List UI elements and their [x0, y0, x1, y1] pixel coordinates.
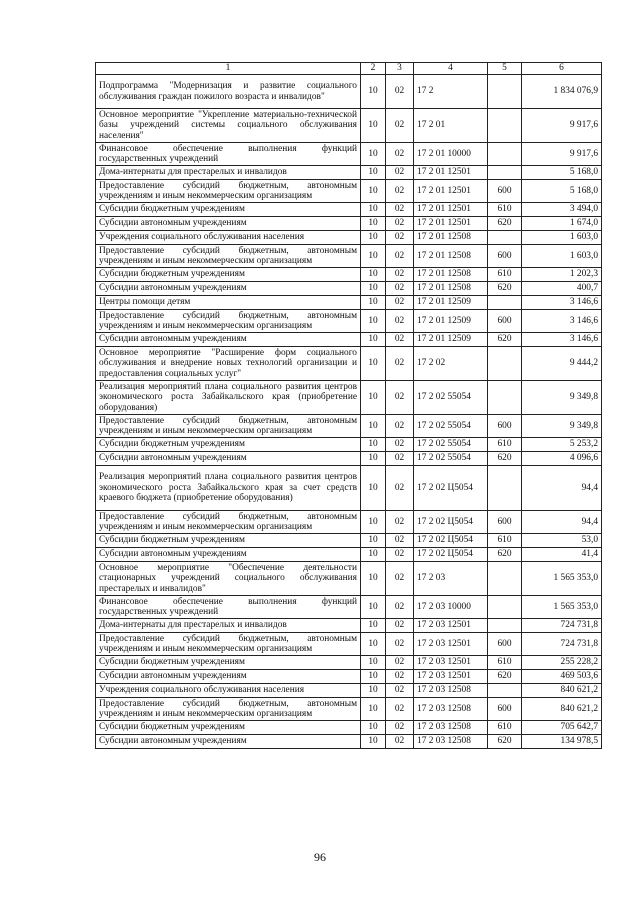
row-subsection: 02: [386, 180, 414, 203]
row-section: 10: [361, 721, 386, 735]
row-target-code: 17 2 02 Ц5054: [414, 466, 488, 511]
row-amount: 840 621,2: [522, 698, 602, 721]
table-row: [96, 452, 602, 466]
row-subsection: 02: [386, 534, 414, 548]
table-row: [96, 684, 602, 698]
row-name: Субсидии автономным учреждениям: [96, 548, 361, 562]
row-name: Предоставление субсидий бюджетным, автономным учреждениям и иным некоммерческим организациям: [96, 633, 361, 656]
row-subsection: 02: [386, 511, 414, 534]
row-expense-type: 610: [488, 203, 522, 217]
row-amount: 5 168,0: [522, 166, 602, 180]
row-section: 10: [361, 735, 386, 749]
row-name: Финансовое обеспечение выполнения функций государственных учреждений: [96, 596, 361, 619]
row-subsection: 02: [386, 670, 414, 684]
row-expense-type: 620: [488, 548, 522, 562]
row-section: 10: [361, 633, 386, 656]
row-name: Дома-интернаты для престарелых и инвалидов: [96, 619, 361, 633]
table-row: [96, 310, 602, 333]
row-name: Предоставление субсидий бюджетным, автономным учреждениям и иным некоммерческим организациям: [96, 698, 361, 721]
row-subsection: 02: [386, 310, 414, 333]
row-expense-type: [488, 143, 522, 166]
row-amount: 1 565 353,0: [522, 596, 602, 619]
row-expense-type: 610: [488, 438, 522, 452]
page-number: 96: [314, 850, 326, 864]
row-amount: 9 444,2: [522, 347, 602, 381]
row-subsection: 02: [386, 282, 414, 296]
table-row: [96, 656, 602, 670]
row-target-code: 17 2 01 10000: [414, 143, 488, 166]
table-row: [96, 721, 602, 735]
row-target-code: 17 2 03 12501: [414, 670, 488, 684]
row-expense-type: 600: [488, 245, 522, 268]
row-target-code: 17 2 01 12501: [414, 180, 488, 203]
row-target-code: 17 2 02 Ц5054: [414, 511, 488, 534]
row-name: Центры помощи детям: [96, 296, 361, 310]
table-row: [96, 548, 602, 562]
row-name: Субсидии автономным учреждениям: [96, 452, 361, 466]
row-expense-type: [488, 75, 522, 109]
row-amount: 400,7: [522, 282, 602, 296]
row-expense-type: [488, 684, 522, 698]
row-name: Субсидии бюджетным учреждениям: [96, 534, 361, 548]
row-amount: 469 503,6: [522, 670, 602, 684]
row-section: 10: [361, 143, 386, 166]
row-subsection: 02: [386, 296, 414, 310]
row-expense-type: 610: [488, 268, 522, 282]
table-row: [96, 698, 602, 721]
row-section: 10: [361, 684, 386, 698]
row-name: Дома-интернаты для престарелых и инвалидов: [96, 166, 361, 180]
row-section: 10: [361, 670, 386, 684]
row-subsection: 02: [386, 109, 414, 143]
row-name: Предоставление субсидий бюджетным, автономным учреждениям и иным некоммерческим организациям: [96, 415, 361, 438]
row-section: 10: [361, 347, 386, 381]
row-target-code: 17 2 01 12501: [414, 166, 488, 180]
row-amount: 705 642,7: [522, 721, 602, 735]
row-section: 10: [361, 466, 386, 511]
header-col-2: 2: [361, 63, 386, 75]
table-row: [96, 596, 602, 619]
row-amount: 94,4: [522, 466, 602, 511]
row-section: 10: [361, 333, 386, 347]
row-name: Субсидии бюджетным учреждениям: [96, 656, 361, 670]
table-row: [96, 75, 602, 109]
table-row: [96, 466, 602, 511]
row-amount: 3 494,0: [522, 203, 602, 217]
row-amount: 5 253,2: [522, 438, 602, 452]
row-amount: 4 096,6: [522, 452, 602, 466]
table-row: [96, 268, 602, 282]
row-name: Реализация мероприятий плана социального развития центров экономического роста Забайкальского края за счет средств краевого бюджета (приобретение оборудования): [96, 466, 361, 511]
budget-table: [95, 62, 602, 749]
row-section: 10: [361, 296, 386, 310]
row-section: 10: [361, 75, 386, 109]
row-subsection: 02: [386, 166, 414, 180]
row-amount: 1 565 353,0: [522, 562, 602, 596]
row-expense-type: 610: [488, 656, 522, 670]
row-expense-type: 610: [488, 721, 522, 735]
row-subsection: 02: [386, 562, 414, 596]
row-expense-type: 620: [488, 670, 522, 684]
row-section: 10: [361, 619, 386, 633]
table-row: [96, 735, 602, 749]
row-amount: 9 917,6: [522, 109, 602, 143]
row-expense-type: [488, 596, 522, 619]
table-row: [96, 245, 602, 268]
row-subsection: 02: [386, 735, 414, 749]
row-amount: 1 202,3: [522, 268, 602, 282]
row-target-code: 17 2 01 12508: [414, 282, 488, 296]
row-section: 10: [361, 166, 386, 180]
row-section: 10: [361, 231, 386, 245]
row-section: 10: [361, 381, 386, 415]
row-section: 10: [361, 548, 386, 562]
table-row: [96, 166, 602, 180]
row-amount: 1 834 076,9: [522, 75, 602, 109]
row-target-code: 17 2: [414, 75, 488, 109]
row-amount: 1 603,0: [522, 245, 602, 268]
row-section: 10: [361, 217, 386, 231]
row-section: 10: [361, 562, 386, 596]
row-expense-type: 600: [488, 511, 522, 534]
row-target-code: 17 2 03 12508: [414, 735, 488, 749]
row-subsection: 02: [386, 619, 414, 633]
row-section: 10: [361, 596, 386, 619]
row-amount: 3 146,6: [522, 296, 602, 310]
row-amount: 724 731,8: [522, 619, 602, 633]
table-row: [96, 534, 602, 548]
row-subsection: 02: [386, 75, 414, 109]
row-target-code: 17 2 01 12501: [414, 217, 488, 231]
table-row: [96, 180, 602, 203]
row-subsection: 02: [386, 721, 414, 735]
row-target-code: 17 2 02: [414, 347, 488, 381]
table-row: [96, 438, 602, 452]
row-target-code: 17 2 02 55054: [414, 381, 488, 415]
row-target-code: 17 2 03 12508: [414, 721, 488, 735]
row-expense-type: 620: [488, 217, 522, 231]
row-expense-type: 620: [488, 735, 522, 749]
row-name: Субсидии бюджетным учреждениям: [96, 268, 361, 282]
row-name: Субсидии бюджетным учреждениям: [96, 438, 361, 452]
row-subsection: 02: [386, 231, 414, 245]
row-section: 10: [361, 656, 386, 670]
row-expense-type: [488, 296, 522, 310]
row-target-code: 17 2 01 12509: [414, 333, 488, 347]
header-col-5: 5: [488, 63, 522, 75]
row-name: Субсидии автономным учреждениям: [96, 670, 361, 684]
row-subsection: 02: [386, 415, 414, 438]
table-row: [96, 381, 602, 415]
table-row: [96, 143, 602, 166]
row-expense-type: [488, 347, 522, 381]
row-target-code: 17 2 02 55054: [414, 438, 488, 452]
row-subsection: 02: [386, 684, 414, 698]
row-name: Субсидии бюджетным учреждениям: [96, 721, 361, 735]
row-amount: 3 146,6: [522, 333, 602, 347]
row-name: Основное мероприятие "Расширение форм социального обслуживания и внедрение новых технологий организации и предоставления социальных услуг": [96, 347, 361, 381]
table-row: [96, 203, 602, 217]
row-amount: 134 978,5: [522, 735, 602, 749]
row-name: Подпрограмма "Модернизация и развитие социального обслуживания граждан пожилого возраста и инвалидов": [96, 75, 361, 109]
row-section: 10: [361, 310, 386, 333]
row-section: 10: [361, 282, 386, 296]
row-target-code: 17 2 02 Ц5054: [414, 534, 488, 548]
table-row: [96, 217, 602, 231]
header-col-4: 4: [414, 63, 488, 75]
row-target-code: 17 2 03 12501: [414, 633, 488, 656]
row-expense-type: [488, 231, 522, 245]
row-amount: 1 674,0: [522, 217, 602, 231]
row-name: Основное мероприятие "Обеспечение деятельности стационарных учреждений социального обслуживания престарелых и инвалидов": [96, 562, 361, 596]
row-expense-type: 610: [488, 534, 522, 548]
row-name: Предоставление субсидий бюджетным, автономным учреждениям и иным некоммерческим организациям: [96, 245, 361, 268]
row-subsection: 02: [386, 656, 414, 670]
row-amount: 9 349,8: [522, 381, 602, 415]
row-subsection: 02: [386, 452, 414, 466]
row-target-code: 17 2 03 12508: [414, 684, 488, 698]
row-amount: 3 146,6: [522, 310, 602, 333]
row-target-code: 17 2 03 10000: [414, 596, 488, 619]
row-name: Предоставление субсидий бюджетным, автономным учреждениям и иным некоммерческим организациям: [96, 310, 361, 333]
row-section: 10: [361, 452, 386, 466]
row-name: Учреждения социального обслуживания населения: [96, 231, 361, 245]
row-section: 10: [361, 180, 386, 203]
table-row: [96, 670, 602, 684]
row-subsection: 02: [386, 217, 414, 231]
row-expense-type: 600: [488, 633, 522, 656]
row-name: Основное мероприятие "Укрепление материально-технической базы учреждений системы социального обслуживания населения": [96, 109, 361, 143]
row-amount: 94,4: [522, 511, 602, 534]
table-row: [96, 619, 602, 633]
table-row: [96, 415, 602, 438]
row-expense-type: 600: [488, 698, 522, 721]
table-row: [96, 296, 602, 310]
row-expense-type: 620: [488, 452, 522, 466]
row-subsection: 02: [386, 698, 414, 721]
table-row: [96, 231, 602, 245]
header-col-1: 1: [96, 63, 361, 75]
row-subsection: 02: [386, 633, 414, 656]
header-row: [96, 63, 602, 75]
row-amount: 840 621,2: [522, 684, 602, 698]
row-target-code: 17 2 03 12501: [414, 619, 488, 633]
row-target-code: 17 2 01 12508: [414, 268, 488, 282]
row-expense-type: [488, 466, 522, 511]
row-subsection: 02: [386, 548, 414, 562]
row-expense-type: 600: [488, 180, 522, 203]
row-amount: 53,0: [522, 534, 602, 548]
row-target-code: 17 2 02 55054: [414, 415, 488, 438]
row-expense-type: 600: [488, 310, 522, 333]
row-section: 10: [361, 438, 386, 452]
row-section: 10: [361, 268, 386, 282]
row-amount: 1 603,0: [522, 231, 602, 245]
row-expense-type: 620: [488, 333, 522, 347]
row-subsection: 02: [386, 466, 414, 511]
row-expense-type: [488, 166, 522, 180]
row-target-code: 17 2 01 12501: [414, 203, 488, 217]
row-section: 10: [361, 245, 386, 268]
row-target-code: 17 2 01 12509: [414, 296, 488, 310]
row-name: Учреждения социального обслуживания населения: [96, 684, 361, 698]
row-expense-type: 620: [488, 282, 522, 296]
row-target-code: 17 2 02 Ц5054: [414, 548, 488, 562]
row-section: 10: [361, 203, 386, 217]
row-amount: 9 349,8: [522, 415, 602, 438]
row-subsection: 02: [386, 268, 414, 282]
header-col-6: 6: [522, 63, 602, 75]
row-subsection: 02: [386, 143, 414, 166]
table-row: [96, 333, 602, 347]
row-subsection: 02: [386, 333, 414, 347]
row-target-code: 17 2 02 55054: [414, 452, 488, 466]
row-subsection: 02: [386, 245, 414, 268]
row-name: Субсидии автономным учреждениям: [96, 217, 361, 231]
row-section: 10: [361, 511, 386, 534]
row-expense-type: [488, 562, 522, 596]
row-expense-type: [488, 619, 522, 633]
row-name: Субсидии автономным учреждениям: [96, 333, 361, 347]
row-name: Предоставление субсидий бюджетным, автономным учреждениям и иным некоммерческим организациям: [96, 180, 361, 203]
row-expense-type: 600: [488, 415, 522, 438]
row-section: 10: [361, 109, 386, 143]
row-name: Субсидии автономным учреждениям: [96, 282, 361, 296]
row-section: 10: [361, 534, 386, 548]
row-subsection: 02: [386, 381, 414, 415]
row-subsection: 02: [386, 438, 414, 452]
table-row: [96, 511, 602, 534]
table-row: [96, 633, 602, 656]
row-target-code: 17 2 03 12508: [414, 698, 488, 721]
row-name: Предоставление субсидий бюджетным, автономным учреждениям и иным некоммерческим организациям: [96, 511, 361, 534]
row-amount: 724 731,8: [522, 633, 602, 656]
table-row: [96, 109, 602, 143]
row-section: 10: [361, 415, 386, 438]
row-expense-type: [488, 109, 522, 143]
row-name: Реализация мероприятий плана социального развития центров экономического роста Забайкальского края (приобретение оборудования): [96, 381, 361, 415]
table-row: [96, 562, 602, 596]
row-amount: 9 917,6: [522, 143, 602, 166]
row-amount: 41,4: [522, 548, 602, 562]
row-target-code: 17 2 01 12509: [414, 310, 488, 333]
row-name: Финансовое обеспечение выполнения функций государственных учреждений: [96, 143, 361, 166]
table-body: [96, 63, 602, 749]
row-name: Субсидии бюджетным учреждениям: [96, 203, 361, 217]
row-target-code: 17 2 01 12508: [414, 231, 488, 245]
header-col-3: 3: [386, 63, 414, 75]
row-subsection: 02: [386, 347, 414, 381]
table-row: [96, 282, 602, 296]
row-target-code: 17 2 03: [414, 562, 488, 596]
row-subsection: 02: [386, 203, 414, 217]
row-target-code: 17 2 01 12508: [414, 245, 488, 268]
row-name: Субсидии автономным учреждениям: [96, 735, 361, 749]
row-section: 10: [361, 698, 386, 721]
row-subsection: 02: [386, 596, 414, 619]
row-target-code: 17 2 03 12501: [414, 656, 488, 670]
row-amount: 5 168,0: [522, 180, 602, 203]
row-expense-type: [488, 381, 522, 415]
table-row: [96, 347, 602, 381]
row-amount: 255 228,2: [522, 656, 602, 670]
row-target-code: 17 2 01: [414, 109, 488, 143]
